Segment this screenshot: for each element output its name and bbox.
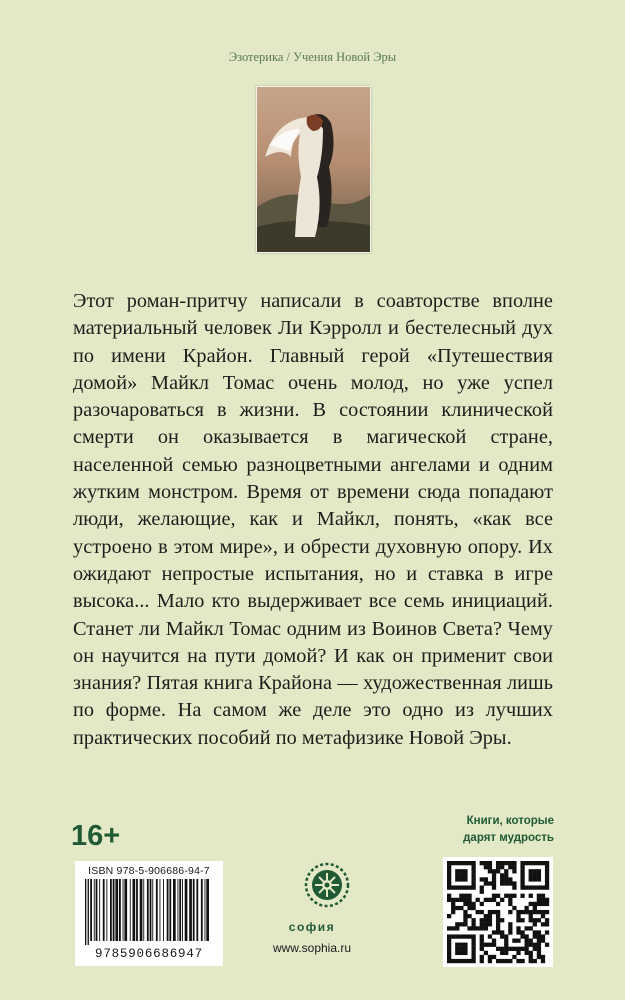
tagline-line-1: Книги, которые [466,815,554,827]
qr-code-icon[interactable] [443,857,553,967]
publisher-logo-icon [304,862,350,918]
cover-illustration [256,86,371,253]
barcode-icon [81,879,217,945]
isbn-barcode-block [75,861,223,966]
angel-embrace-painting-icon [257,87,370,252]
description-text: Этот роман-притчу написали в соавторстве вполне материальный человек Ли Кэрролл и бестелесный дух по имени Крайон. Главный герой «Путешествия домой» Майкл Томас очень молод, но уже успел разочароваться в жизни. В состоянии клинической смерти он оказывается в магической стране, населенной семью разноцветными ангелами и одним жутким монстром. Время от времени сюда попадают люди, желающие, как и Майкл, понять, «как все устроено в этом мире», и обрести духовную опору. Их ожидают непростые испытания, но и ставка в игре высока... Мало кто выдерживает все семь инициаций. Станет ли Майкл Томас одним из Воинов Света? Чему он научится на пути домой? И как он применит свои знания? Пятая книга Крайона — художественная лишь по форме. На самом же деле это одно из лучших практических пособий по метафизике Новой Эры. [73,290,553,749]
qr-code-block[interactable] [443,857,553,967]
age-rating: 16+ [71,820,121,852]
ean-digits: 9785906686947 [95,947,203,961]
publisher-tagline [420,813,554,847]
publisher-name: софия [288,920,336,934]
category-label: Эзотерика / Учения Новой Эры [228,50,397,64]
isbn-label: ISBN 978-5-906686-94-7 [88,865,210,877]
tagline-line-2: дарят мудрость [463,832,554,844]
publisher-url[interactable]: www.sophia.ru [272,941,352,955]
book-description [73,288,553,752]
